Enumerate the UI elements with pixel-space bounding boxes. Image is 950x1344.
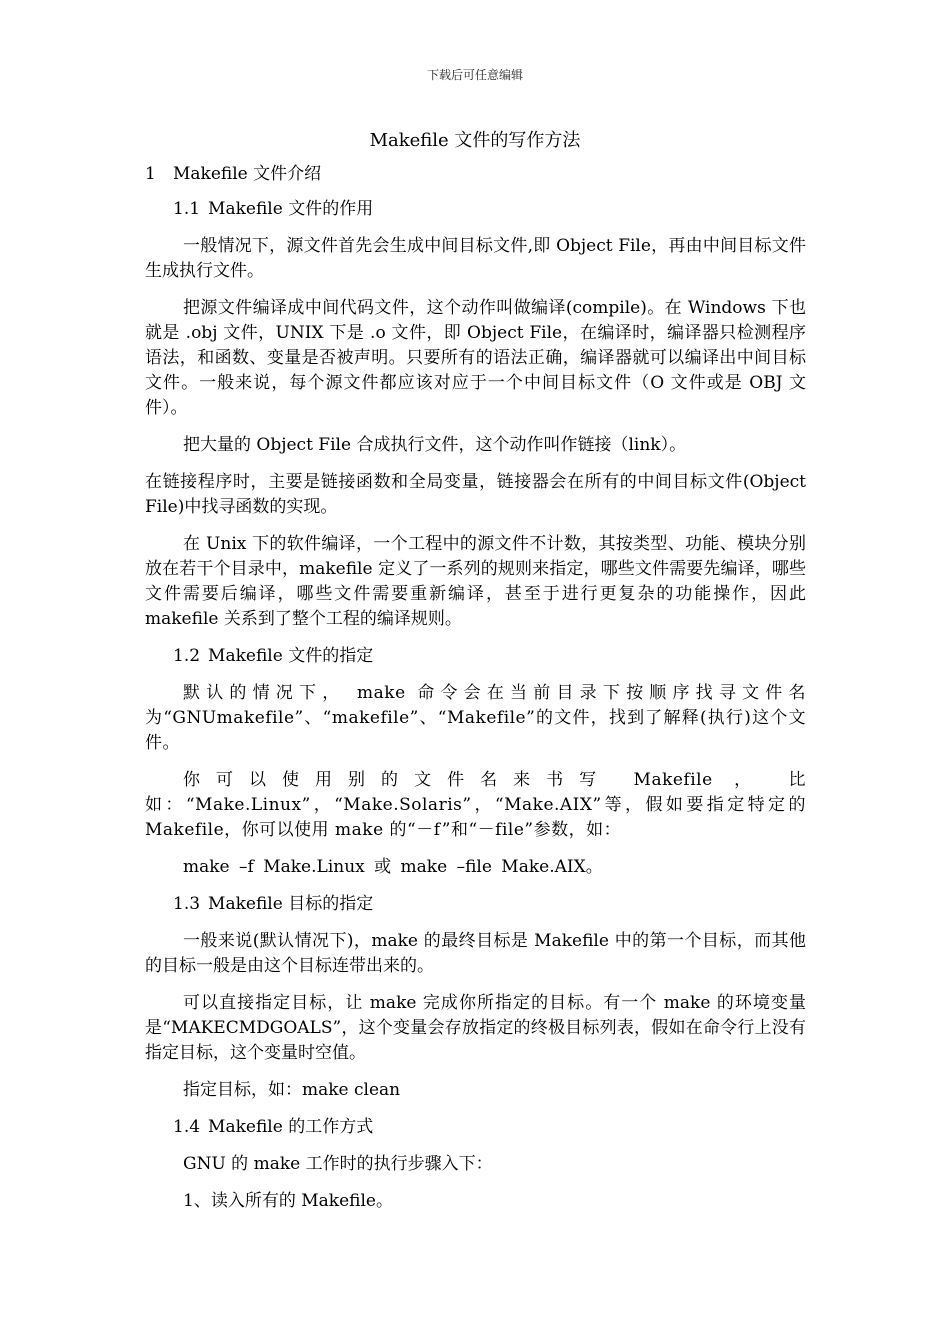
paragraph: GNU 的 make 工作时的执行步骤入下： bbox=[183, 1154, 493, 1174]
section-title: Makefile 文件介绍 bbox=[173, 164, 322, 184]
section-title: Makefile 文件的指定 bbox=[208, 646, 374, 666]
paragraph: 把源文件编译成中间代码文件，这个动作叫做编译(compile)。在 Windows 下也就是 .obj 文件，UNIX 下是 .o 文件，即 Object File，在编译时，编译器只检测程序语法，和函数、变量是否被声明。只要所有的语法正确，编译器就可以编译出中间目标文件。一般来说，每个源文件都应该对应于一个中间目标文件（O 文件或是 OBJ 文件）。 bbox=[145, 298, 806, 418]
list-item: 1、读入所有的 Makefile。 bbox=[183, 1191, 393, 1211]
paragraph: 可以直接指定目标，让 make 完成你所指定的目标。有一个 make 的环境变量是“MAKECMDGOALS”，这个变量会存放指定的终极目标列表，假如在命令行上没有指定目标，这个变量时空值。 bbox=[145, 993, 806, 1063]
command-example: make –f Make.Linux 或 make –file Make.AIX。 bbox=[183, 857, 603, 877]
paragraph: 把大量的 Object File 合成执行文件，这个动作叫作链接（link）。 bbox=[183, 435, 687, 455]
section-heading-1-3 bbox=[173, 892, 806, 917]
section-title: Makefile 的工作方式 bbox=[208, 1117, 374, 1137]
document-title: Makefile 文件的写作方法 bbox=[369, 130, 581, 151]
paragraph: 一般来说(默认情况下)，make 的最终目标是 Makefile 中的第一个目标，而其他的目标一般是由这个目标连带出来的。 bbox=[145, 931, 806, 976]
paragraph: 在 Unix 下的软件编译，一个工程中的源文件不计数，其按类型、功能、模块分别放在若干个目录中，makefile 定义了一系列的规则来指定，哪些文件需要先编译，哪些文件需要后编译，哪些文件需要重新编译，甚至于进行更复杂的功能操作，因此 makefile 关系到了整个工程的编译规则。 bbox=[145, 534, 806, 629]
paragraph: 指定目标，如：make clean bbox=[183, 1080, 401, 1100]
section-number: 1.3 bbox=[173, 894, 201, 914]
section-heading-1-4 bbox=[173, 1115, 806, 1140]
paragraph: 你可以使用别的文件名来书写 Makefile ， 比如：“Make.Linux”，“Make.Solaris”，“Make.AIX”等，假如要指定特定的 Makefile，你可以使用 make 的“－f”和“－file”参数，如： bbox=[145, 770, 806, 840]
document-body bbox=[145, 162, 806, 1226]
paragraph: 在链接程序时，主要是链接函数和全局变量，链接器会在所有的中间目标文件(Object File)中找寻函数的实现。 bbox=[145, 472, 806, 517]
page-header: 下载后可任意编辑 bbox=[426, 68, 523, 82]
section-number: 1.2 bbox=[173, 646, 201, 666]
section-title: Makefile 文件的作用 bbox=[208, 199, 374, 219]
paragraph: 默认的情况下， make 命令会在当前目录下按顺序找寻文件名为“GNUmakefile”、“makefile”、“Makefile”的文件，找到了解释(执行)这个文件。 bbox=[145, 683, 806, 753]
paragraph: 一般情况下，源文件首先会生成中间目标文件,即 Object File，再由中间目标文件生成执行文件。 bbox=[145, 236, 806, 281]
section-title: Makefile 目标的指定 bbox=[208, 894, 374, 914]
section-number: 1 bbox=[145, 164, 156, 184]
section-number: 1.4 bbox=[173, 1117, 201, 1137]
section-number: 1.1 bbox=[173, 199, 201, 219]
section-heading-1-1 bbox=[173, 197, 806, 222]
section-heading-1 bbox=[145, 162, 806, 187]
section-heading-1-2 bbox=[173, 644, 806, 669]
